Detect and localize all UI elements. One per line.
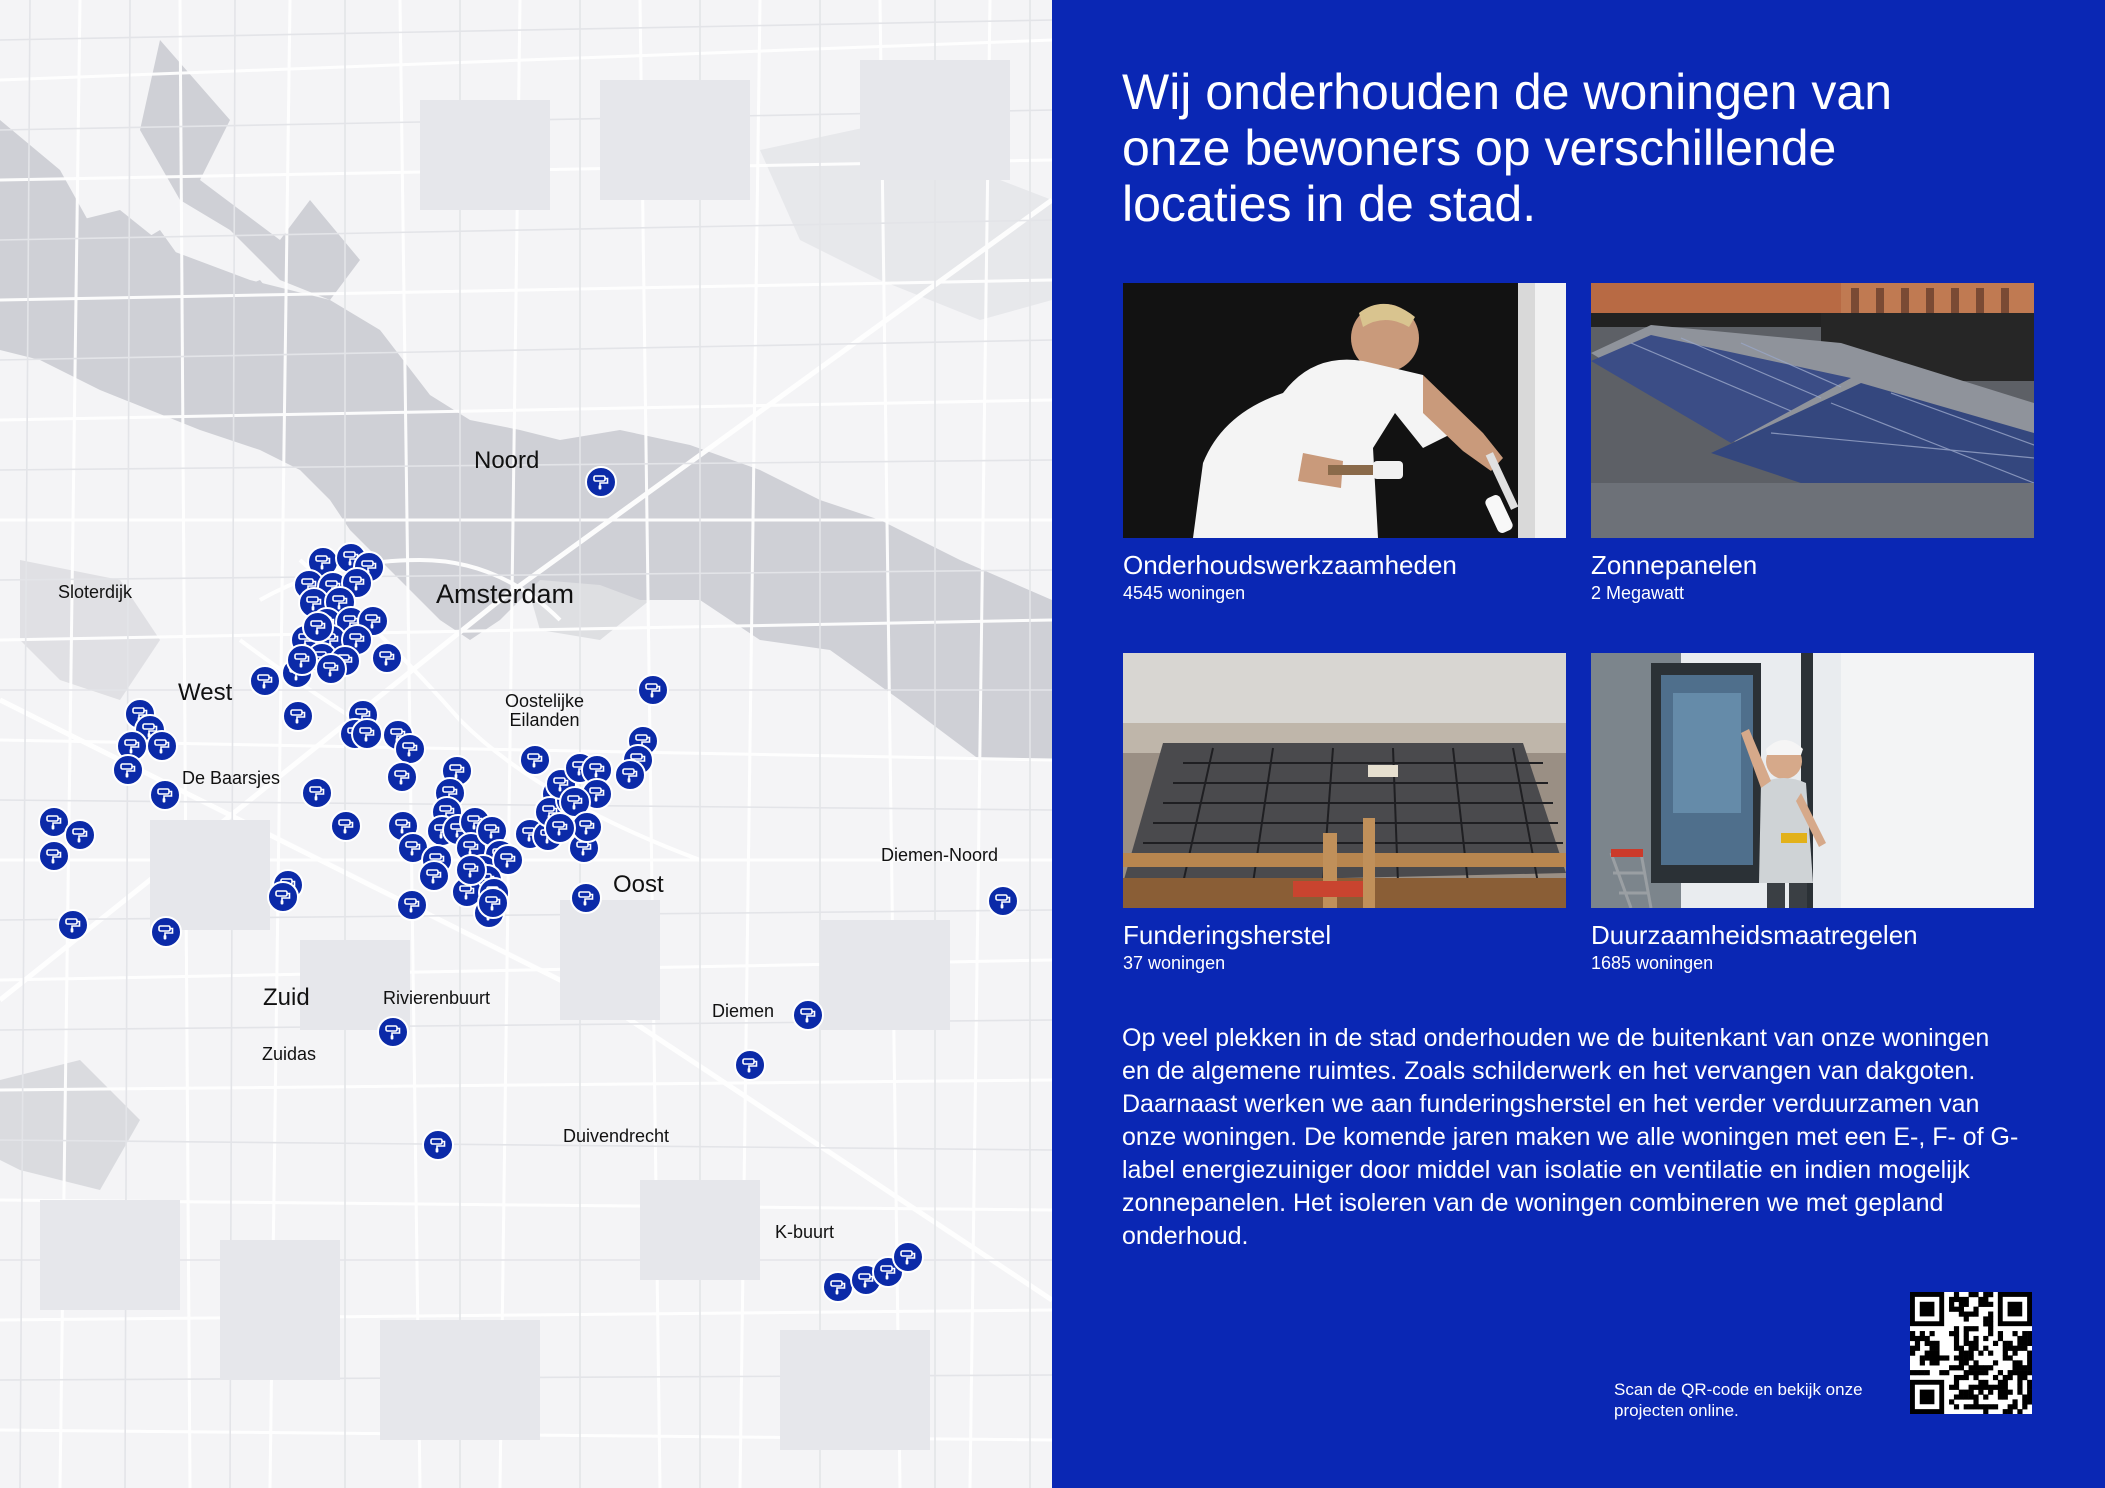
qr-caption: Scan de QR-code en bekijk onze projecten online.: [1614, 1380, 1863, 1420]
project-marker[interactable]: [418, 860, 450, 892]
paint-roller-icon: [288, 706, 308, 726]
card-title: Onderhoudswerkzaamheden: [1123, 550, 1457, 580]
project-marker[interactable]: [892, 1241, 924, 1273]
paint-roller-icon: [498, 850, 518, 870]
paint-roller-icon: [392, 767, 412, 787]
paint-roller-icon: [273, 887, 293, 907]
paint-roller-icon: [118, 760, 138, 780]
painter-photo: [1123, 283, 1566, 538]
label-zuid: Zuid: [263, 984, 310, 1011]
project-marker[interactable]: [585, 466, 617, 498]
label-k-buurt: K-buurt: [775, 1222, 835, 1242]
project-marker[interactable]: [614, 759, 646, 791]
project-marker[interactable]: [146, 730, 178, 762]
paint-roller-icon: [482, 821, 502, 841]
paint-roller-icon: [313, 552, 333, 572]
label-oostelijke-eilanden: Oostelijke Eilanden: [505, 691, 585, 730]
paint-roller-icon: [63, 915, 83, 935]
card-subtitle: 1685 woningen: [1591, 953, 1714, 973]
project-marker[interactable]: [301, 777, 333, 809]
label-rivierenbuurt: Rivierenbuurt: [383, 988, 491, 1008]
project-marker[interactable]: [302, 611, 334, 643]
paint-roller-icon: [44, 846, 64, 866]
paint-roller-icon: [643, 680, 663, 700]
project-marker[interactable]: [330, 810, 362, 842]
project-marker[interactable]: [396, 889, 428, 921]
paint-roller-icon: [577, 817, 597, 837]
label-diemen-noord: Diemen-Noord: [881, 845, 999, 865]
paint-roller-icon: [255, 671, 275, 691]
card-subtitle: 2 Megawatt: [1591, 583, 1685, 603]
paint-roller-icon: [798, 1005, 818, 1025]
paint-roller-icon: [428, 1135, 448, 1155]
paint-roller-icon: [292, 650, 312, 670]
card-title: Duurzaamheidsmaatregelen: [1591, 920, 1918, 950]
project-marker[interactable]: [351, 718, 383, 750]
paint-roller-icon: [152, 736, 172, 756]
project-marker[interactable]: [987, 885, 1019, 917]
info-panel: [1052, 0, 2105, 1488]
paint-roller-icon: [740, 1055, 760, 1075]
label-oost: Oost: [613, 871, 664, 898]
label-zuidas: Zuidas: [262, 1044, 317, 1064]
paint-roller-icon: [461, 860, 481, 880]
paint-roller-icon: [357, 724, 377, 744]
paint-roller-icon: [620, 765, 640, 785]
project-marker[interactable]: [792, 999, 824, 1031]
foundation-photo: [1123, 653, 1566, 908]
project-marker[interactable]: [637, 674, 669, 706]
label-west: West: [178, 679, 233, 706]
paint-roller-icon: [122, 736, 142, 756]
paint-roller-icon: [550, 818, 570, 838]
paint-roller-icon: [44, 812, 64, 832]
project-marker[interactable]: [570, 882, 602, 914]
label-duivendrecht: Duivendrecht: [563, 1126, 670, 1146]
paint-roller-icon: [828, 1277, 848, 1297]
project-marker[interactable]: [519, 744, 551, 776]
paint-roller-icon: [70, 825, 90, 845]
paint-roller-icon: [400, 739, 420, 759]
paint-roller-icon: [156, 922, 176, 942]
body-text: Op veel plekken in de stad onderhouden we de buitenkant van onze woningen en de algemene ruimtes. Zoals schilderwerk en het vervangen van dakgoten. Daarnaast werken we aan funderingsherstel en het verder verduurzamen van onze woningen. De komende jaren maken we alle woningen met een E-, F- of G-label energiezuiniger door middel van isolatie en ventilatie en indien mogelijk zonnepanelen. Het isoleren van de woningen combineren we met gepland onderhoud.: [1122, 1024, 2019, 1250]
paint-roller-icon: [383, 1022, 403, 1042]
project-marker[interactable]: [267, 881, 299, 913]
project-marker[interactable]: [282, 700, 314, 732]
paint-roller-icon: [321, 659, 341, 679]
project-marker[interactable]: [377, 1016, 409, 1048]
paint-roller-icon: [576, 888, 596, 908]
paint-roller-icon: [591, 472, 611, 492]
qr-code[interactable]: [1910, 1292, 2032, 1414]
card-title: Zonnepanelen: [1591, 550, 1758, 580]
paint-roller-icon: [424, 866, 444, 886]
paint-roller-icon: [565, 792, 585, 812]
paint-roller-icon: [403, 838, 423, 858]
card-subtitle: 37 woningen: [1123, 953, 1226, 973]
paint-roller-icon: [307, 783, 327, 803]
project-marker[interactable]: [544, 812, 576, 844]
paint-roller-icon: [308, 617, 328, 637]
label-de-baarsjes: De Baarsjes: [182, 768, 281, 788]
project-marker[interactable]: [149, 779, 181, 811]
label-sloterdijk: Sloterdijk: [58, 582, 133, 602]
card-title: Funderingsherstel: [1123, 920, 1332, 950]
headline: Wij onderhouden de woningen van onze bewoners op verschillende locaties in de stad.: [1122, 64, 1892, 232]
project-marker[interactable]: [371, 642, 403, 674]
project-marker[interactable]: [455, 854, 487, 886]
project-marker[interactable]: [112, 754, 144, 786]
card-subtitle: 4545 woningen: [1123, 583, 1246, 603]
solar-panels-photo: [1591, 283, 2034, 538]
label-noord: Noord: [474, 447, 540, 474]
paint-roller-icon: [483, 893, 503, 913]
project-marker[interactable]: [477, 887, 509, 919]
project-marker[interactable]: [822, 1271, 854, 1303]
project-marker[interactable]: [286, 644, 318, 676]
window-installer-photo: [1591, 653, 2034, 908]
label-amsterdam: Amsterdam: [436, 579, 575, 609]
paint-roller-icon: [402, 895, 422, 915]
paint-roller-icon: [587, 760, 607, 780]
project-marker[interactable]: [422, 1129, 454, 1161]
project-marker[interactable]: [150, 916, 182, 948]
project-marker[interactable]: [38, 840, 70, 872]
paint-roller-icon: [155, 785, 175, 805]
city-map: [0, 0, 1052, 1488]
project-marker[interactable]: [57, 909, 89, 941]
paint-roller-icon: [898, 1247, 918, 1267]
project-marker[interactable]: [64, 819, 96, 851]
project-marker[interactable]: [249, 665, 281, 697]
project-marker[interactable]: [386, 761, 418, 793]
paint-roller-icon: [993, 891, 1013, 911]
label-diemen: Diemen: [712, 1001, 775, 1021]
paint-roller-icon: [336, 816, 356, 836]
paint-roller-icon: [525, 750, 545, 770]
project-marker[interactable]: [315, 653, 347, 685]
paint-roller-icon: [377, 648, 397, 668]
project-marker[interactable]: [734, 1049, 766, 1081]
